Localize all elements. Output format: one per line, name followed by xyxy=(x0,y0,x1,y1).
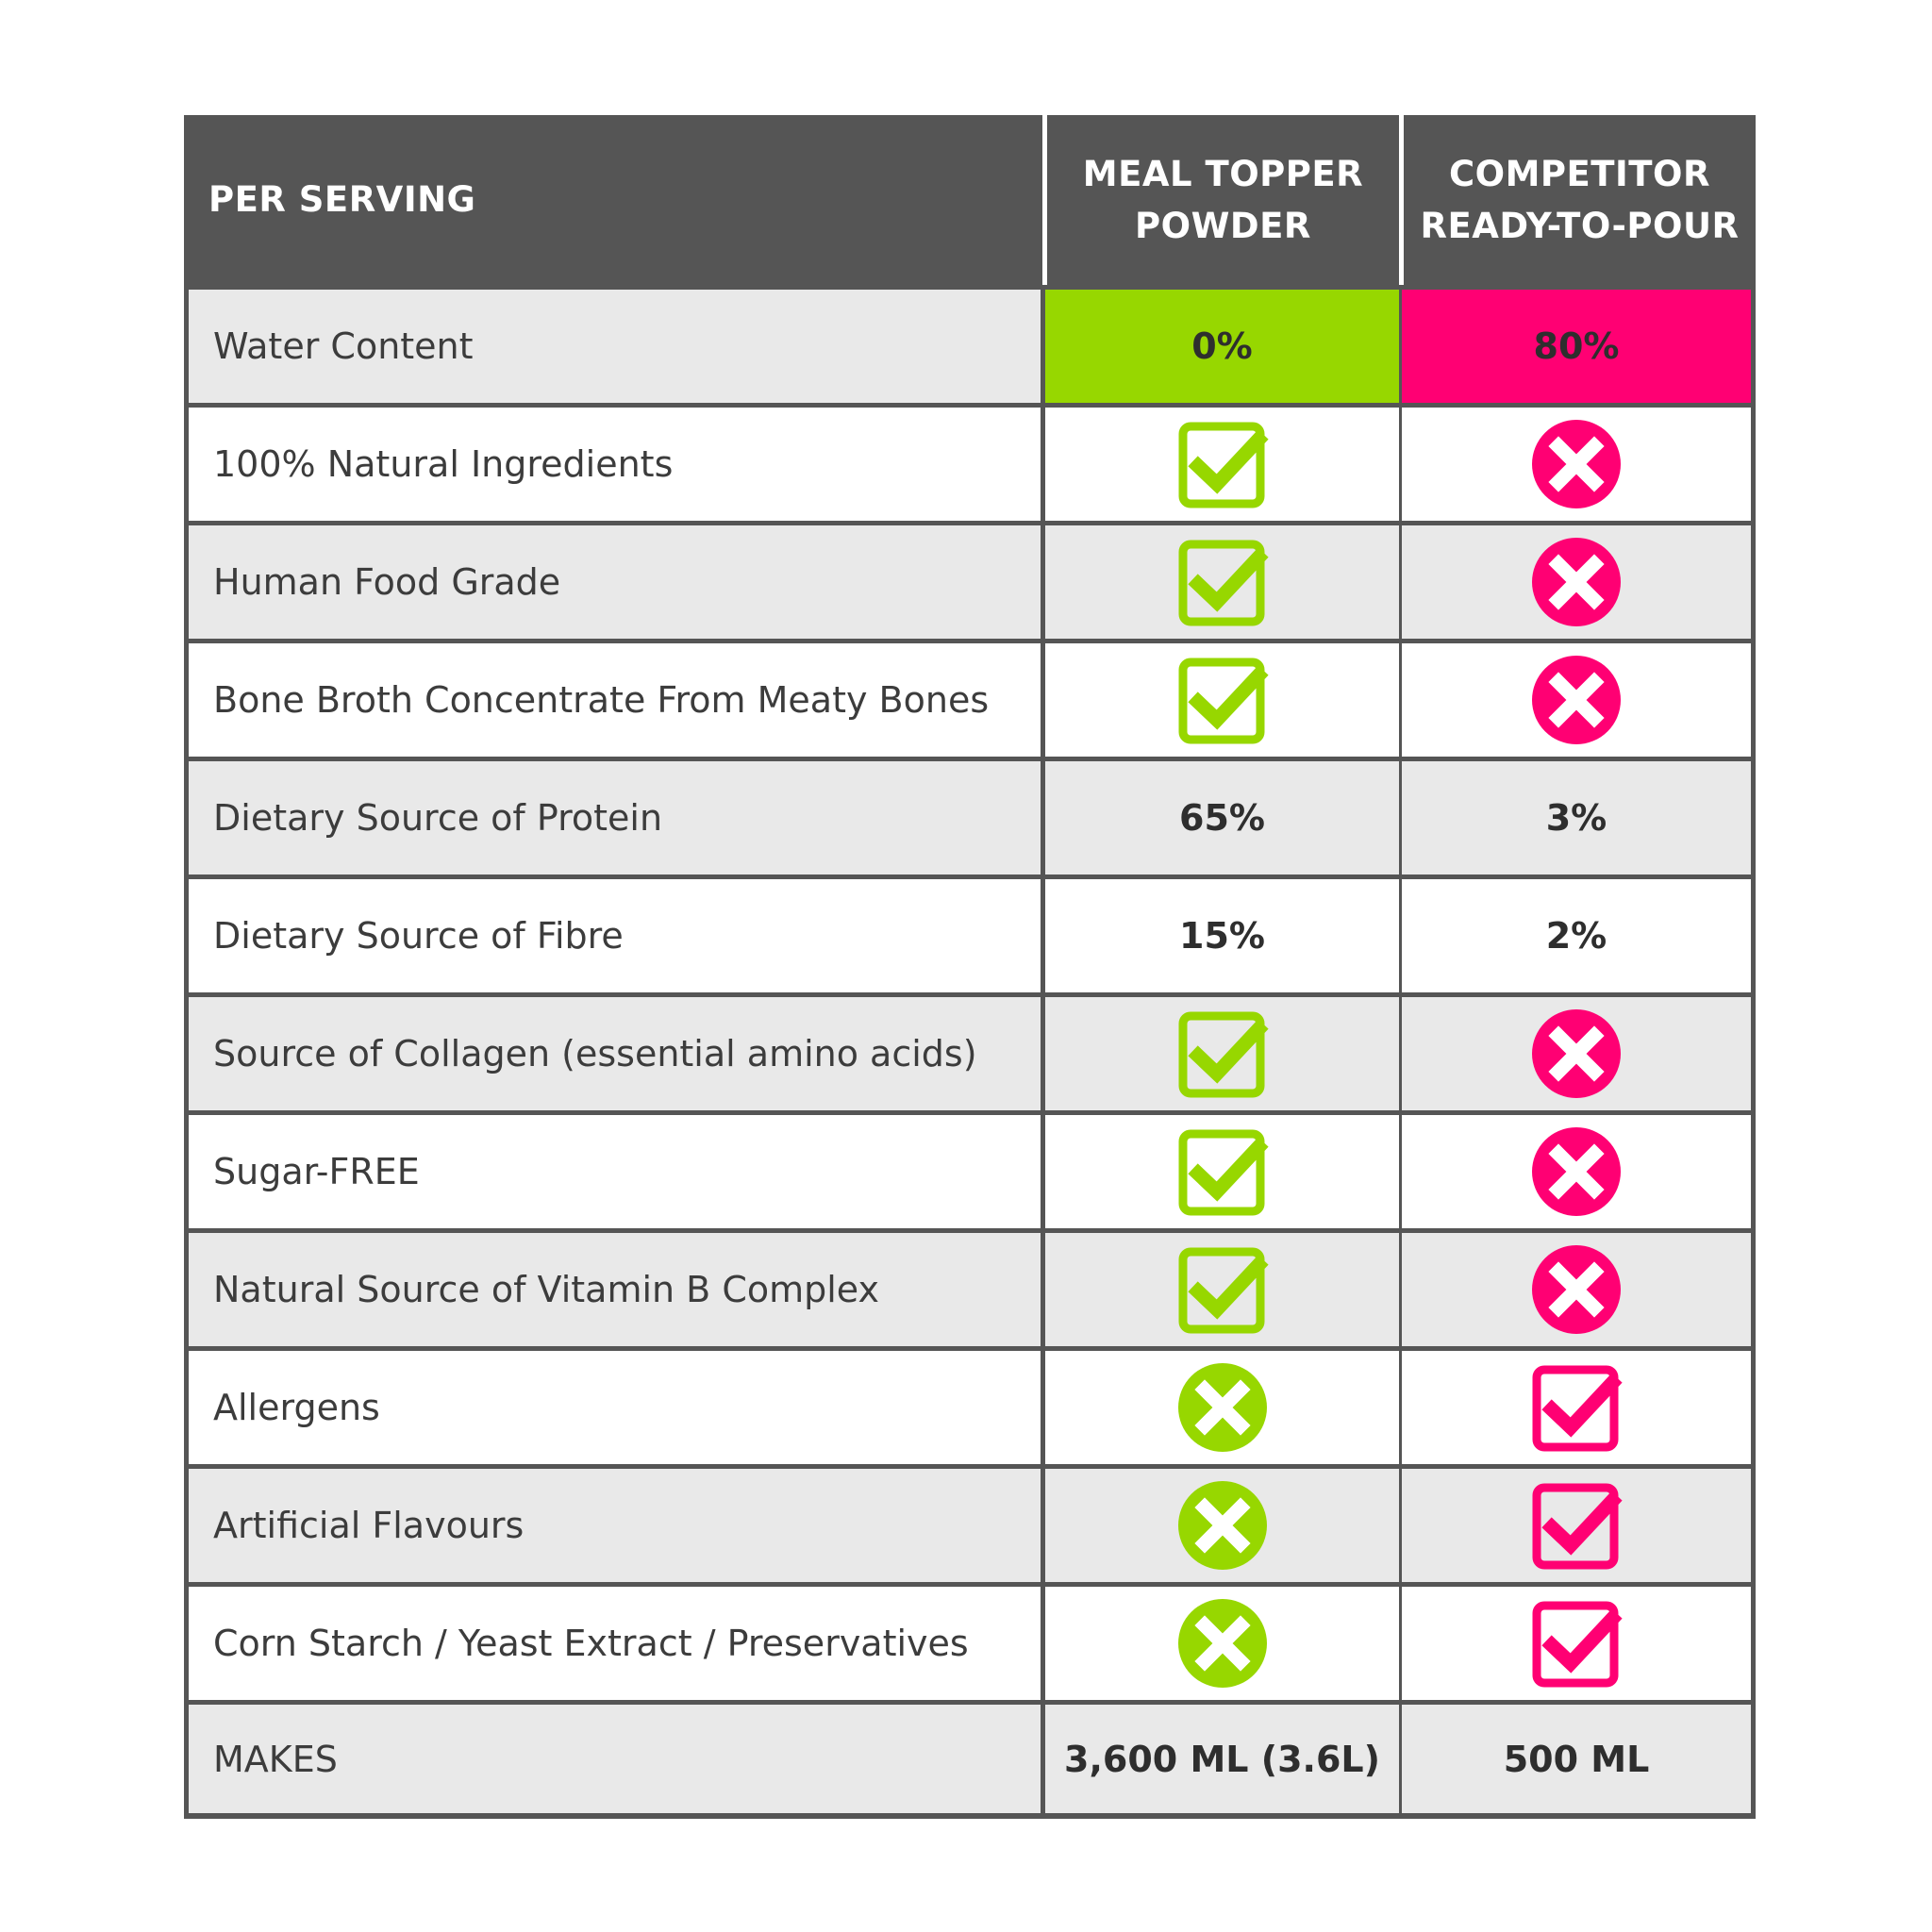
competitor-cell xyxy=(1399,1346,1756,1464)
meal-topper-cell xyxy=(1042,285,1399,403)
header-col2-line2: READY-TO-POUR xyxy=(1420,206,1740,246)
competitor-cell xyxy=(1399,1228,1756,1346)
row-label xyxy=(184,639,1042,757)
row-label xyxy=(184,874,1042,992)
cell-value: 500 ML xyxy=(1503,1738,1650,1780)
meal-topper-cell xyxy=(1042,992,1399,1110)
header-competitor xyxy=(1399,115,1756,285)
competitor-cell xyxy=(1399,1582,1756,1700)
header-per-serving xyxy=(184,115,1042,285)
meal-topper-cell xyxy=(1042,757,1399,874)
green-check-icon xyxy=(1175,417,1270,511)
row-label xyxy=(184,1582,1042,1700)
competitor-cell xyxy=(1399,285,1756,403)
competitor-cell xyxy=(1399,992,1756,1110)
competitor-cell xyxy=(1399,403,1756,521)
row-label xyxy=(184,1110,1042,1228)
row-label-text: Sugar-FREE xyxy=(213,1151,420,1192)
pink-cross-icon xyxy=(1529,1007,1624,1101)
row-label-text: Dietary Source of Fibre xyxy=(213,915,624,957)
meal-topper-cell xyxy=(1042,639,1399,757)
meal-topper-cell xyxy=(1042,1700,1399,1818)
header-meal-topper xyxy=(1042,115,1399,285)
pink-cross-icon xyxy=(1529,535,1624,629)
row-label-text: Human Food Grade xyxy=(213,561,561,603)
meal-topper-cell xyxy=(1042,521,1399,639)
row-label-text: Source of Collagen (essential amino acids) xyxy=(213,1033,977,1074)
green-cross-icon xyxy=(1175,1360,1270,1455)
row-label-text: Bone Broth Concentrate From Meaty Bones xyxy=(213,679,990,721)
header-label: PER SERVING xyxy=(208,179,476,221)
meal-topper-cell xyxy=(1042,1464,1399,1582)
cell-value: 2% xyxy=(1545,915,1607,957)
header-col1-line1: MEAL TOPPER xyxy=(1082,153,1364,194)
row-label xyxy=(184,285,1042,403)
row-label-text: 100% Natural Ingredients xyxy=(213,443,674,485)
green-check-icon xyxy=(1175,1124,1270,1219)
header-col2-line1: COMPETITOR xyxy=(1448,153,1710,194)
row-label xyxy=(184,992,1042,1110)
row-label-text: MAKES xyxy=(213,1738,338,1780)
competitor-cell xyxy=(1399,874,1756,992)
pink-cross-icon xyxy=(1529,1124,1624,1219)
row-label-text: Allergens xyxy=(213,1387,380,1428)
row-label xyxy=(184,1346,1042,1464)
pink-cross-icon xyxy=(1529,1242,1624,1337)
meal-topper-cell xyxy=(1042,403,1399,521)
cell-value: 80% xyxy=(1533,325,1620,367)
green-cross-icon xyxy=(1175,1596,1270,1690)
competitor-cell xyxy=(1399,1464,1756,1582)
row-label xyxy=(184,757,1042,874)
cell-value: 65% xyxy=(1179,797,1265,839)
meal-topper-cell xyxy=(1042,1346,1399,1464)
header-col1-line2: POWDER xyxy=(1135,206,1311,246)
green-check-icon xyxy=(1175,1007,1270,1101)
competitor-cell xyxy=(1399,1110,1756,1228)
pink-check-icon xyxy=(1529,1360,1624,1455)
cell-value: 3,600 ML (3.6L) xyxy=(1064,1738,1380,1780)
comparison-table xyxy=(184,115,1756,1819)
competitor-cell xyxy=(1399,1700,1756,1818)
row-label-text: Corn Starch / Yeast Extract / Preservatives xyxy=(213,1623,969,1664)
competitor-cell xyxy=(1399,639,1756,757)
row-label-text: Water Content xyxy=(213,325,474,367)
green-check-icon xyxy=(1175,1242,1270,1337)
green-cross-icon xyxy=(1175,1478,1270,1573)
competitor-cell xyxy=(1399,757,1756,874)
green-check-icon xyxy=(1175,653,1270,747)
row-label xyxy=(184,1464,1042,1582)
meal-topper-cell xyxy=(1042,1228,1399,1346)
pink-check-icon xyxy=(1529,1596,1624,1690)
cell-value: 3% xyxy=(1545,797,1607,839)
pink-check-icon xyxy=(1529,1478,1624,1573)
pink-cross-icon xyxy=(1529,417,1624,511)
row-label-text: Dietary Source of Protein xyxy=(213,797,663,839)
row-label xyxy=(184,521,1042,639)
competitor-cell xyxy=(1399,521,1756,639)
row-label xyxy=(184,403,1042,521)
meal-topper-cell xyxy=(1042,1110,1399,1228)
row-label-text: Artificial Flavours xyxy=(213,1505,525,1546)
meal-topper-cell xyxy=(1042,874,1399,992)
pink-cross-icon xyxy=(1529,653,1624,747)
cell-value: 15% xyxy=(1179,915,1265,957)
cell-value: 0% xyxy=(1191,325,1253,367)
row-label xyxy=(184,1700,1042,1818)
row-label-text: Natural Source of Vitamin B Complex xyxy=(213,1269,880,1310)
row-label xyxy=(184,1228,1042,1346)
meal-topper-cell xyxy=(1042,1582,1399,1700)
green-check-icon xyxy=(1175,535,1270,629)
